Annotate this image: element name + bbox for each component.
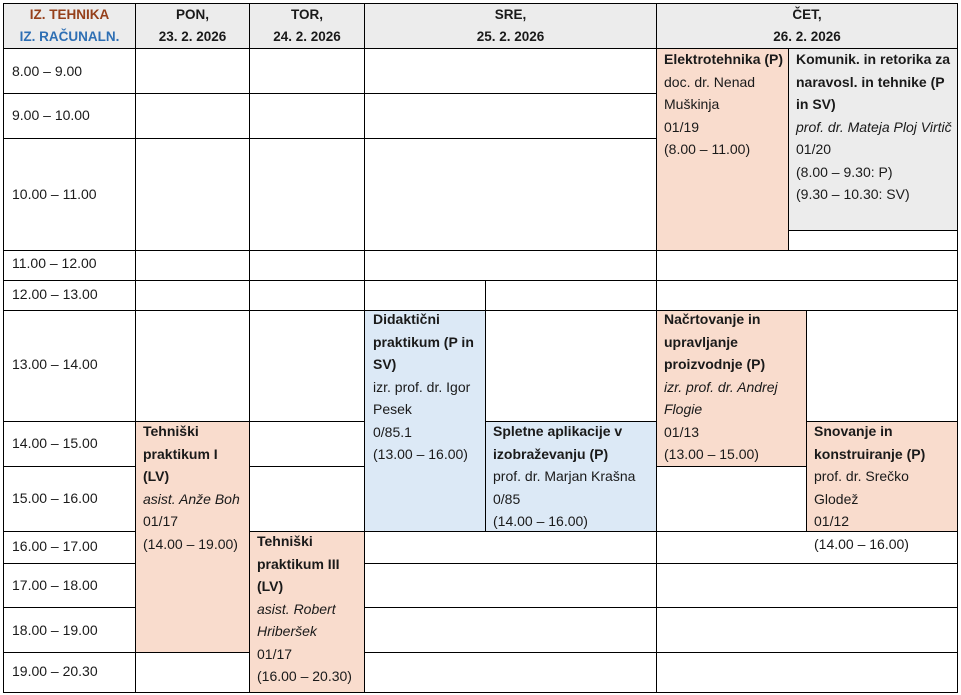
course-room: 01/12: [814, 513, 850, 529]
course-title: Komunik. in retorika za naravosl. in tehnike (P in SV): [796, 51, 951, 112]
time-slot: 10.00 – 11.00: [12, 186, 97, 202]
course-lecturer: doc. dr. Nenad Muškinja: [664, 73, 756, 112]
time-slot: 14.00 – 15.00: [12, 435, 98, 451]
course-snovanje: [814, 420, 955, 555]
time-slot: 9.00 – 10.00: [12, 107, 90, 123]
time-slot: 13.00 – 14.00: [12, 356, 98, 372]
course-room: 0/85: [493, 490, 521, 507]
day-date: 26. 2. 2026: [773, 29, 841, 44]
course-room: 01/17: [257, 645, 293, 662]
time-slot: 8.00 – 9.00: [12, 63, 83, 79]
day-header-wednesday: [365, 4, 656, 48]
program-tehnika: IZ. TEHNIKA: [29, 7, 110, 22]
day-header-tuesday: [250, 4, 364, 48]
course-lecturer: prof. dr. Mateja Ploj Virtič: [796, 118, 952, 135]
course-tehniski-praktikum-1: [143, 420, 243, 555]
time-slot: 11.00 – 12.00: [12, 255, 97, 271]
day-name: TOR,: [290, 7, 323, 22]
course-title: Tehniški praktikum III (LV): [257, 533, 340, 594]
course-title: Načrtovanje in upravljanje proizvodnje (P): [664, 311, 766, 372]
course-lecturer: izr. prof. dr. Igor Pesek: [373, 378, 471, 417]
course-time: (16.00 – 20.30): [257, 668, 352, 684]
time-slot: 19.00 – 20.30: [12, 663, 98, 679]
course-time: (14.00 – 19.00): [143, 535, 238, 552]
program-racunalnistvo: IZ. RAČUNALN.: [19, 29, 120, 44]
course-lecturer: asist. Anže Boh: [143, 490, 240, 507]
day-name: SRE,: [494, 7, 527, 22]
course-spletne-aplikacije: [493, 420, 655, 533]
course-time: (8.00 – 9.30: P): [796, 163, 893, 180]
course-didakticni-praktikum: [373, 308, 483, 466]
course-lecturer: asist. Robert Hriberšek: [257, 600, 336, 639]
time-slot: 18.00 – 19.00: [12, 622, 98, 638]
course-tehniski-praktikum-3: [257, 530, 363, 688]
course-room: 0/85.1: [373, 423, 412, 440]
course-time: (13.00 – 15.00): [664, 446, 759, 462]
course-time: (9.30 – 10.30: SV): [796, 186, 910, 202]
day-date: 23. 2. 2026: [158, 29, 227, 44]
course-lecturer: prof. dr. Srečko Glodež: [814, 468, 909, 507]
course-room: 01/20: [796, 141, 832, 157]
course-time: (14.00 – 16.00): [814, 535, 909, 552]
course-title: Elektrotehnika (P): [664, 51, 784, 67]
day-header-thursday: [657, 4, 957, 48]
course-room: 01/13: [664, 423, 700, 440]
day-date: 25. 2. 2026: [476, 29, 545, 44]
course-room: 01/19: [664, 118, 700, 135]
course-title: Spletne aplikacije v izobraževanju (P): [493, 423, 623, 462]
course-time: (14.00 – 16.00): [493, 513, 588, 529]
time-slot: 12.00 – 13.00: [12, 286, 98, 302]
course-title: Tehniški praktikum I (LV): [143, 423, 218, 484]
course-time: (8.00 – 11.00): [664, 141, 751, 157]
course-lecturer: izr. prof. dr. Andrej Flogie: [664, 378, 778, 417]
course-nacrtovanje: [664, 308, 802, 466]
time-slot: 16.00 – 17.00: [12, 538, 98, 554]
day-header-monday: [136, 4, 249, 48]
course-title: Snovanje in konstruiranje (P): [814, 423, 926, 462]
day-date: 24. 2. 2026: [273, 29, 341, 44]
course-title: Didaktični praktikum (P in SV): [373, 311, 474, 372]
course-elektrotehnika: [664, 48, 786, 161]
day-name: ČET,: [792, 7, 822, 22]
course-room: 01/17: [143, 513, 179, 529]
time-slot: 15.00 – 16.00: [12, 490, 98, 506]
course-komunikacija: [796, 48, 955, 206]
program-label: [4, 4, 135, 48]
course-lecturer: prof. dr. Marjan Krašna: [493, 468, 636, 484]
time-slot: 17.00 – 18.00: [12, 577, 98, 593]
day-name: PON,: [175, 7, 209, 22]
course-time: (13.00 – 16.00): [373, 446, 468, 462]
